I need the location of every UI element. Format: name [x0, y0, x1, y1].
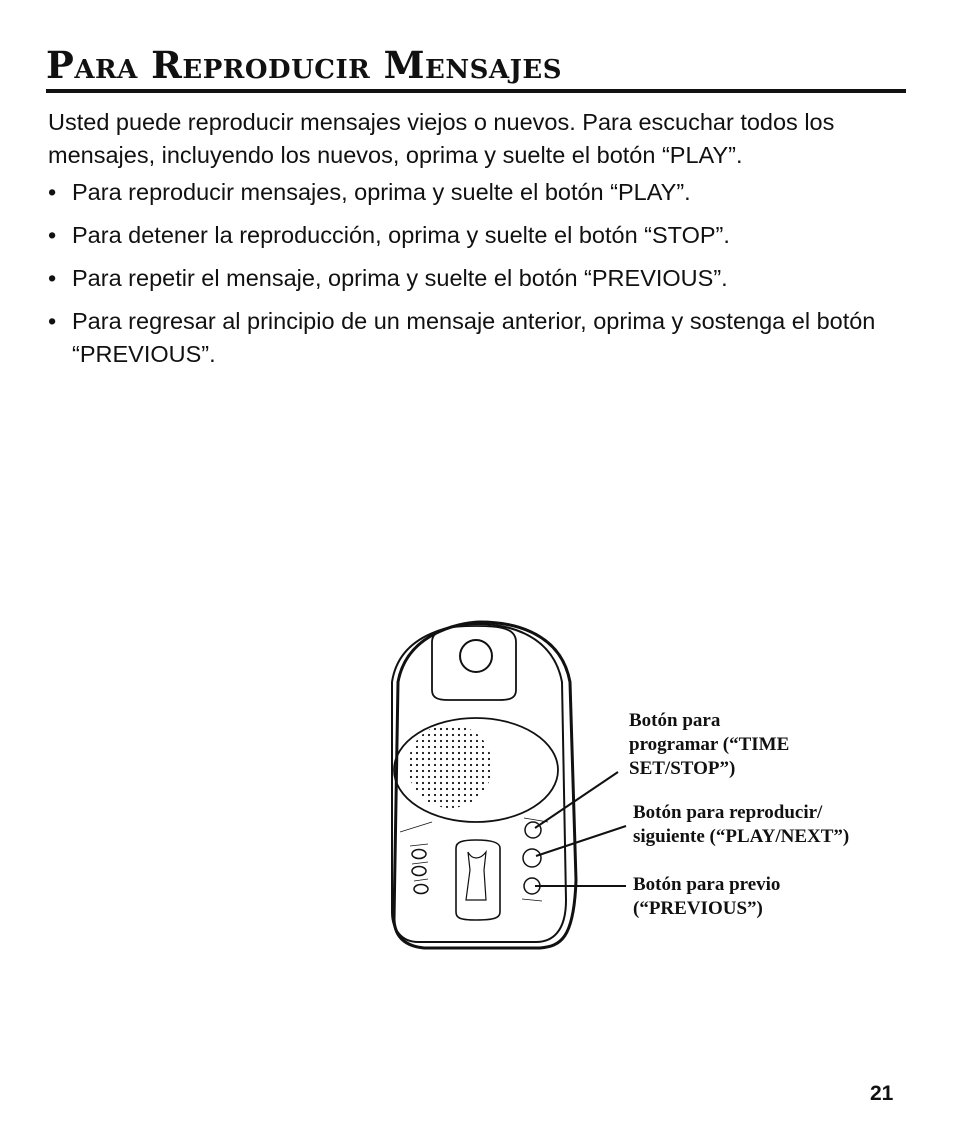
leader-play-next — [536, 826, 626, 856]
list-item-text: Para detener la reproducción, oprima y suelte el botón “STOP”. — [72, 222, 730, 248]
callout-leaders — [535, 772, 626, 886]
callout-play-next: Botón para reproducir/ siguiente (“PLAY/NEXT”) — [633, 802, 850, 847]
bullet-mark: • — [48, 308, 57, 334]
machine-body — [392, 622, 576, 948]
list-item-text: Para repetir el mensaje, oprima y suelte el botón “PREVIOUS”. — [72, 265, 728, 291]
page-title: Para Reproducir Mensajes — [46, 43, 562, 87]
callout-time-set-stop: Botón para programar (“TIME SET/STOP”) — [629, 710, 790, 779]
callout-previous: Botón para previo (“PREVIOUS”) — [633, 874, 781, 919]
bullet-mark: • — [48, 179, 57, 205]
leader-time-set-stop — [535, 772, 618, 828]
intro-paragraph: Usted puede reproducir mensajes viejos o nuevos. Para escuchar todos los mensajes, incluyendo los nuevos, oprima y suelte el botón “PLAY”. — [48, 109, 835, 168]
bullet-mark: • — [48, 265, 57, 291]
bullet-mark: • — [48, 222, 57, 248]
list-item-text: Para reproducir mensajes, oprima y suelte el botón “PLAY”. — [72, 179, 691, 205]
page-number: 21 — [870, 1082, 894, 1105]
list-item-text: Para regresar al principio de un mensaje anterior, oprima y sostenga el botón “PREVIOUS”. — [72, 308, 876, 367]
